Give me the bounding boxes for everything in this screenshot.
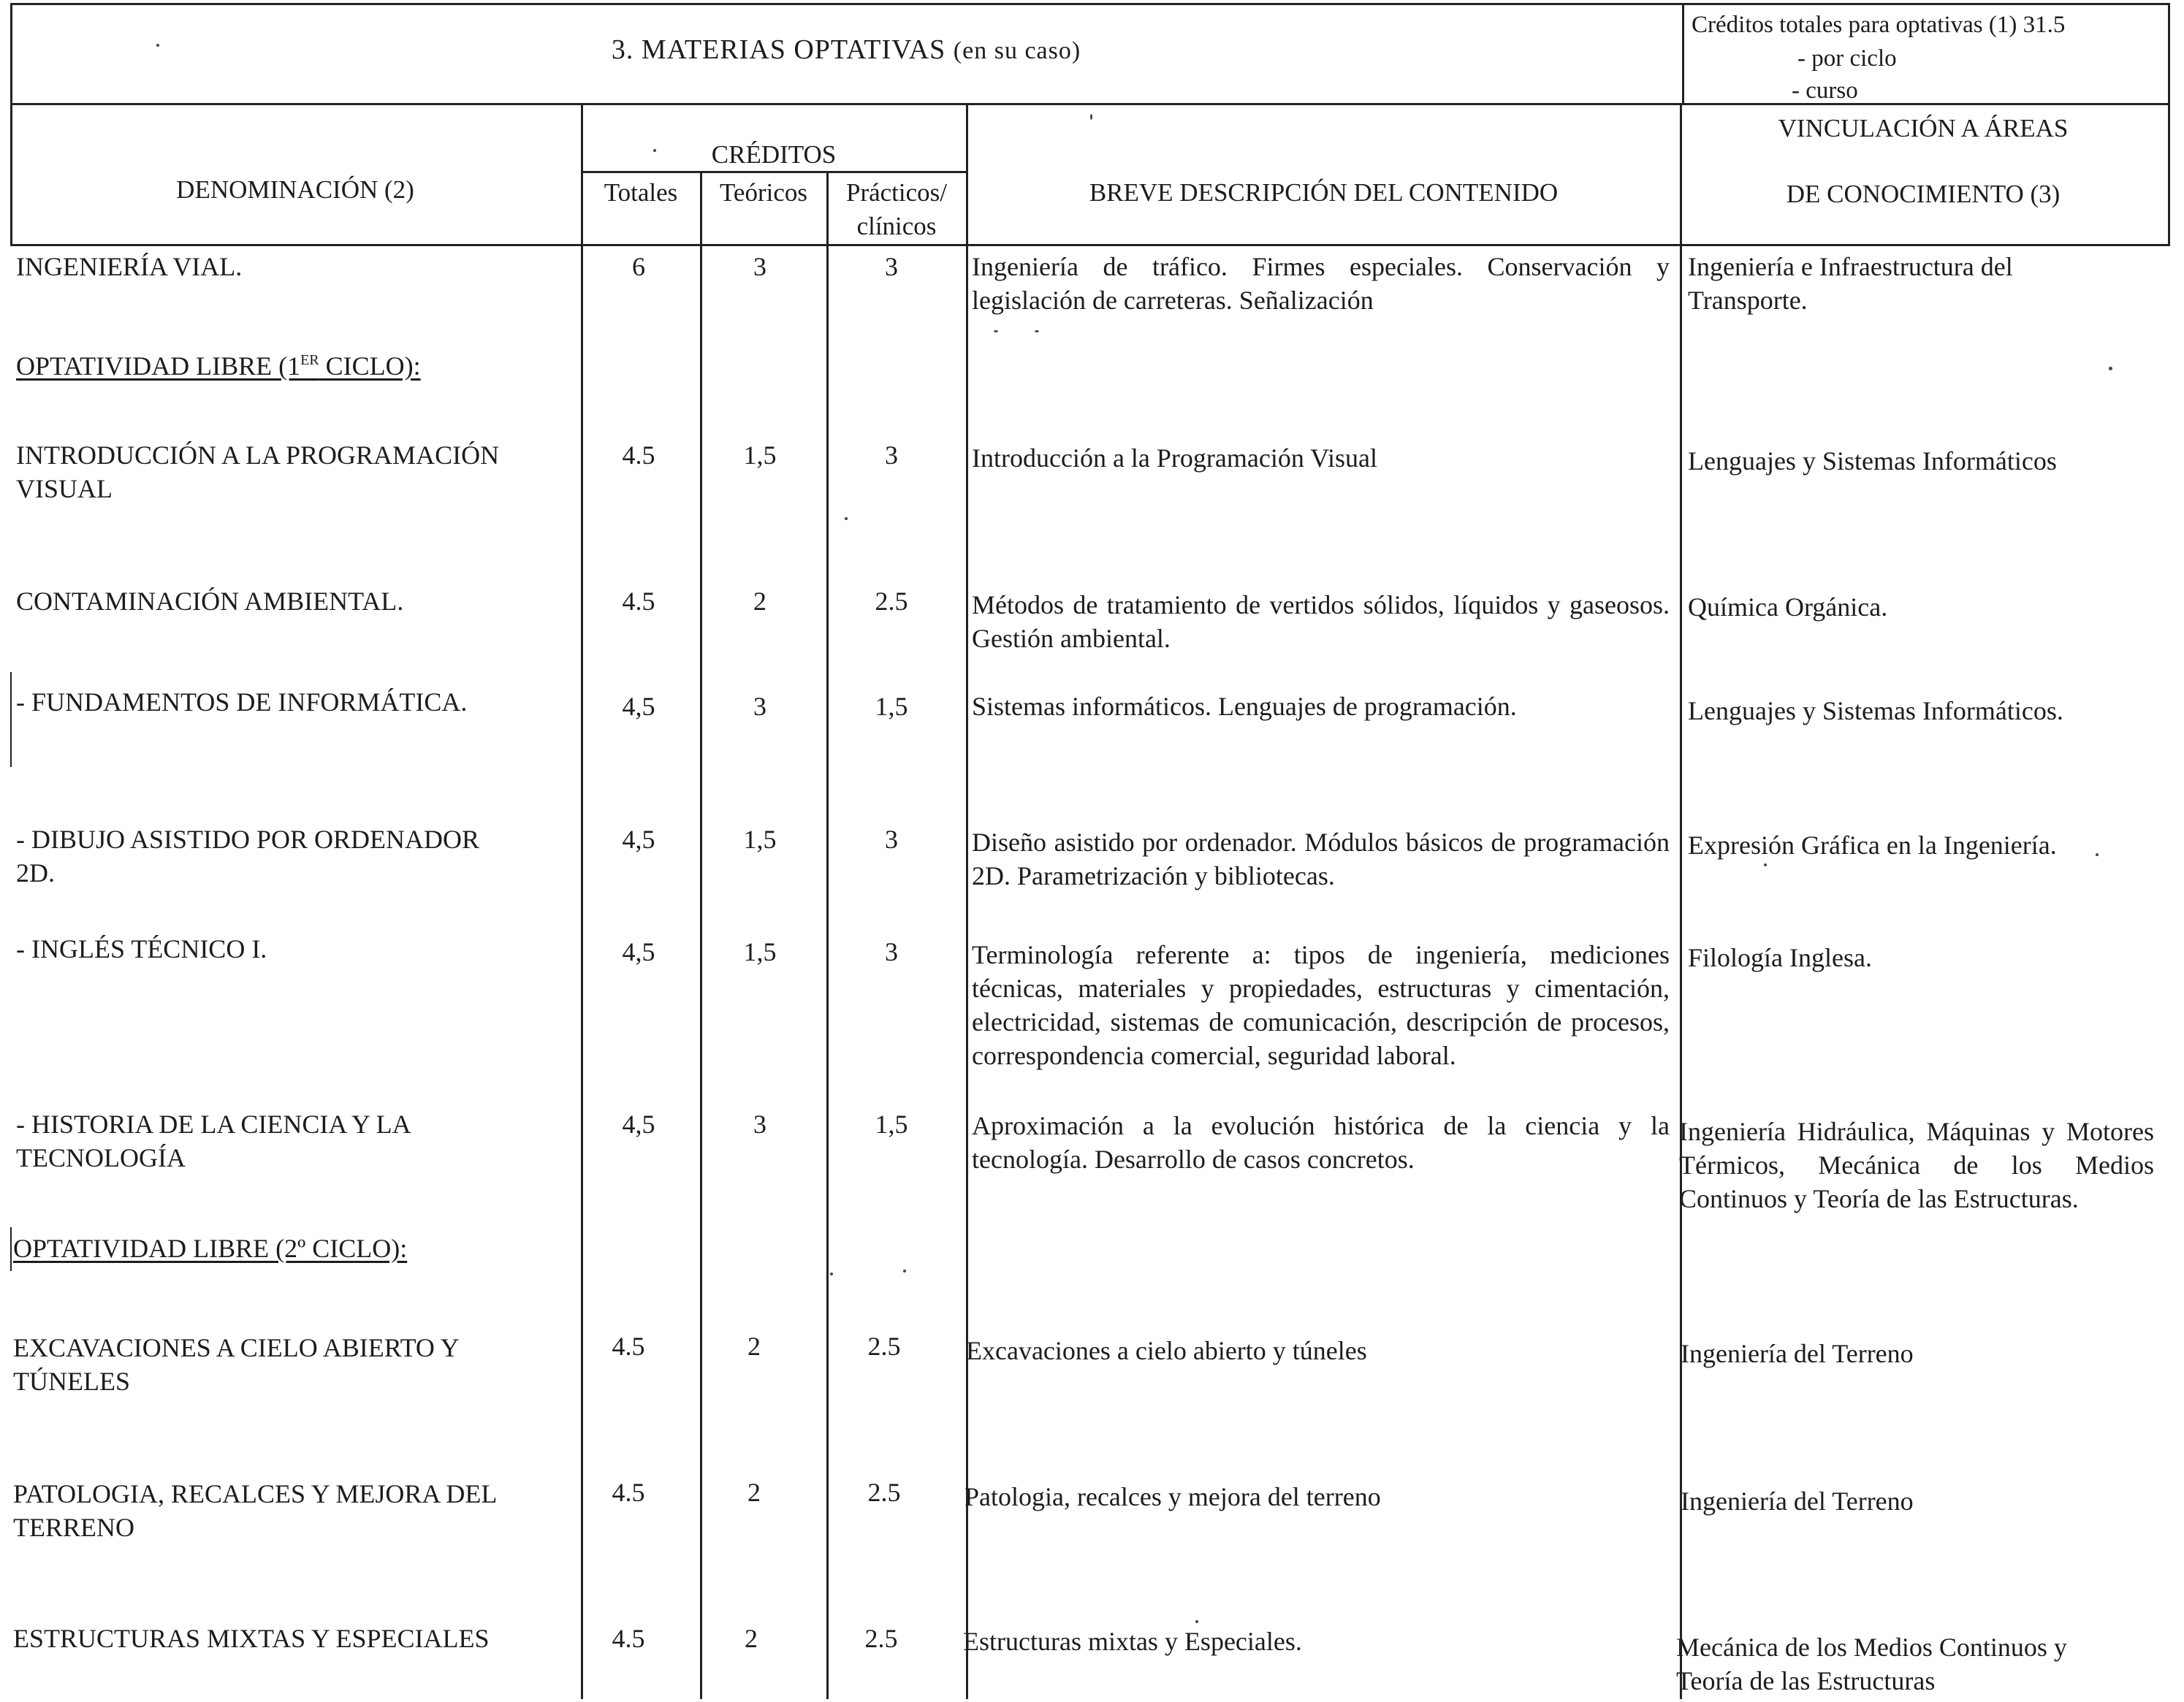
knowledge-area: Ingeniería del Terreno — [1681, 1487, 1914, 1516]
credits-per-cycle: - por ciclo — [1797, 45, 1897, 72]
credits-totales: 4,5 — [622, 692, 655, 721]
credits-practicos: 3 — [885, 937, 898, 966]
subject-description: Excavaciones a cielo abierto y túneles — [966, 1336, 1367, 1365]
credits-totales: 4.5 — [622, 587, 655, 616]
credits-practicos: 3 — [885, 440, 898, 470]
column-rule — [700, 171, 702, 1699]
subject-description: Diseño asistido por ordenador. Módulos básicos de programación 2D. Parametrización y bibliotecas. — [972, 828, 1670, 890]
subject-name — [16, 1107, 564, 1175]
credits-totales: 4,5 — [622, 1110, 655, 1139]
section-title-main: 3. MATERIAS OPTATIVAS — [611, 34, 946, 65]
col-header-conocimiento: DE CONOCIMIENTO (3) — [1786, 180, 2061, 208]
subject-description: Aproximación a la evolución histórica de la ciencia y la tecnología. Desarrollo de casos concretos. — [972, 1111, 1670, 1174]
total-credits-label: Créditos totales para optativas (1) — [1692, 12, 2017, 38]
subject-name: - INGLÉS TÉCNICO I. — [16, 934, 267, 963]
credits-teoricos: 1,5 — [743, 825, 777, 854]
scan-speck — [994, 330, 998, 332]
subject-name: - FUNDAMENTOS DE INFORMÁTICA. — [16, 687, 468, 717]
scan-speck — [1764, 863, 1767, 866]
subject-name-line: TECNOLOGÍA — [16, 1143, 186, 1172]
subject-description: Métodos de tratamiento de vertidos sólidos, líquidos y gaseosos. Gestión ambiental. — [972, 590, 1670, 653]
credits-teoricos: 2 — [745, 1624, 758, 1653]
subject-name — [16, 438, 564, 505]
knowledge-area: Química Orgánica. — [1688, 592, 1888, 622]
scan-speck — [845, 517, 848, 520]
credits-teoricos: 3 — [753, 252, 766, 281]
subject-description: Estructuras mixtas y Especiales. — [963, 1627, 1302, 1656]
header-bottom-rule — [10, 244, 2170, 246]
subject-description: Terminología referente a: tipos de ingeniería, mediciones técnicas, materiales y propiedades, estructuras y cimentación, electricidad, sistemas de comunicación, descripción de procesos, correspondencia comercial, seguridad laboral. — [972, 940, 1670, 1070]
credits-teoricos: 3 — [753, 692, 766, 721]
scan-speck — [1195, 1620, 1198, 1623]
credits-totales: 4.5 — [612, 1624, 645, 1653]
subject-name — [13, 1331, 561, 1398]
col-header-totales: Totales — [604, 178, 678, 207]
subject-description: Ingeniería de tráfico. Firmes especiales. Conservación y legislación de carreteras. Señalización — [972, 252, 1670, 315]
credits-practicos: 2.5 — [867, 1332, 901, 1361]
credits-practicos: 2.5 — [864, 1624, 898, 1653]
subject-name-line: - DIBUJO ASISTIDO POR ORDENADOR — [16, 825, 480, 854]
credits-teoricos: 2 — [747, 1478, 761, 1507]
credits-teoricos: 2 — [753, 587, 766, 616]
knowledge-area: Mecánica de los Medios Continuos y Teoría de las Estructuras — [1676, 1633, 2067, 1695]
subject-name-line: 2D. — [16, 858, 55, 888]
subject-description: Sistemas informáticos. Lenguajes de programación. — [972, 692, 1517, 721]
credits-totales: 6 — [632, 252, 645, 281]
scan-speck — [653, 149, 656, 152]
subject-name-line: VISUAL — [16, 474, 113, 503]
subject-name: INGENIERÍA VIAL. — [16, 252, 243, 281]
scan-speck — [903, 1270, 906, 1272]
subject-description: Patologia, recalces y mejora del terreno — [964, 1482, 1381, 1511]
credits-teoricos: 3 — [753, 1110, 766, 1139]
credits-teoricos: 1,5 — [743, 440, 777, 470]
knowledge-area: Filología Inglesa. — [1688, 943, 1872, 972]
col-header-practicos: Prácticos/ — [845, 178, 948, 207]
scan-speck — [1090, 114, 1092, 120]
scan-speck — [2109, 367, 2112, 370]
subject-description: Introducción a la Programación Visual — [972, 443, 1378, 473]
scan-speck — [2096, 853, 2099, 856]
credits-practicos: 3 — [885, 825, 898, 854]
subject-name-line: EXCAVACIONES A CIELO ABIERTO Y — [13, 1333, 460, 1362]
section-heading-sup: ER — [300, 352, 319, 368]
credits-totales: 4,5 — [622, 937, 655, 966]
subject-name — [16, 823, 564, 890]
column-rule — [826, 171, 829, 1699]
credits-totales: 4.5 — [622, 440, 655, 470]
credits-teoricos: 1,5 — [743, 937, 777, 966]
table-right-border — [2168, 105, 2170, 244]
subject-name-line: TERRENO — [13, 1513, 134, 1542]
knowledge-area: Expresión Gráfica en la Ingeniería. — [1688, 831, 2057, 860]
scan-speck — [156, 44, 159, 47]
section-title — [10, 34, 1682, 66]
margin-mark — [10, 1227, 12, 1271]
subject-name-line: TÚNELES — [13, 1367, 130, 1396]
column-rule — [1680, 105, 1682, 1699]
col-header-vinculacion: VINCULACIÓN A ÁREAS — [1778, 114, 2069, 142]
col-header-clinicos: clínicos — [856, 212, 937, 240]
scan-speck — [1035, 330, 1039, 332]
column-rule — [966, 105, 968, 1699]
knowledge-area: Ingeniería del Terreno — [1681, 1339, 1914, 1368]
table-left-border — [10, 105, 12, 244]
credits-practicos: 3 — [885, 252, 898, 281]
subject-name-line: - HISTORIA DE LA CIENCIA Y LA — [16, 1110, 411, 1139]
section-heading-prefix: OPTATIVIDAD LIBRE (1 — [16, 351, 301, 381]
credits-totales: 4.5 — [612, 1332, 645, 1361]
header-divider — [1682, 3, 1684, 105]
total-credits-value: 31.5 — [2023, 12, 2066, 38]
credits-practicos: 1,5 — [875, 1110, 908, 1139]
section-heading-first-cycle — [16, 351, 421, 381]
section-heading-second-cycle: OPTATIVIDAD LIBRE (2º CICLO): — [13, 1234, 408, 1263]
credits-teoricos: 2 — [747, 1332, 761, 1361]
col-header-descripcion: BREVE DESCRIPCIÓN DEL CONTENIDO — [1089, 178, 1559, 207]
section-title-suffix: (en su caso) — [953, 37, 1081, 64]
credits-totales: 4.5 — [612, 1478, 645, 1507]
col-header-creditos: CRÉDITOS — [711, 140, 837, 169]
subject-name: CONTAMINACIÓN AMBIENTAL. — [16, 587, 404, 616]
credits-practicos: 1,5 — [875, 692, 908, 721]
column-rule — [581, 105, 583, 1699]
col-header-teoricos: Teóricos — [719, 178, 807, 207]
scan-speck — [830, 1272, 833, 1275]
knowledge-area: Lenguajes y Sistemas Informáticos. — [1688, 696, 2063, 725]
subject-name: ESTRUCTURAS MIXTAS Y ESPECIALES — [13, 1624, 490, 1653]
total-credits — [1692, 12, 2065, 39]
section-heading-suffix: CICLO): — [319, 351, 421, 381]
credits-totales: 4,5 — [622, 825, 655, 854]
creditos-divider — [582, 171, 967, 173]
col-header-denominacion: DENOMINACIÓN (2) — [176, 175, 414, 204]
knowledge-area: Lenguajes y Sistemas Informáticos — [1688, 446, 2057, 476]
subject-name — [13, 1477, 561, 1544]
credits-per-course: - curso — [1792, 77, 1858, 104]
subject-name-line: PATOLOGIA, RECALCES Y MEJORA DEL — [13, 1479, 498, 1508]
credits-practicos: 2.5 — [867, 1478, 901, 1507]
credits-practicos: 2.5 — [875, 587, 908, 616]
subject-name-line: INTRODUCCIÓN A LA PROGRAMACIÓN — [16, 440, 500, 470]
knowledge-area: Ingeniería Hidráulica, Máquinas y Motores Térmicos, Mecánica de los Medios Continuos y Teoría de las Estructuras. — [1679, 1117, 2154, 1213]
margin-mark — [10, 672, 12, 767]
knowledge-area: Ingeniería e Infraestructura del Transporte. — [1688, 252, 2013, 315]
